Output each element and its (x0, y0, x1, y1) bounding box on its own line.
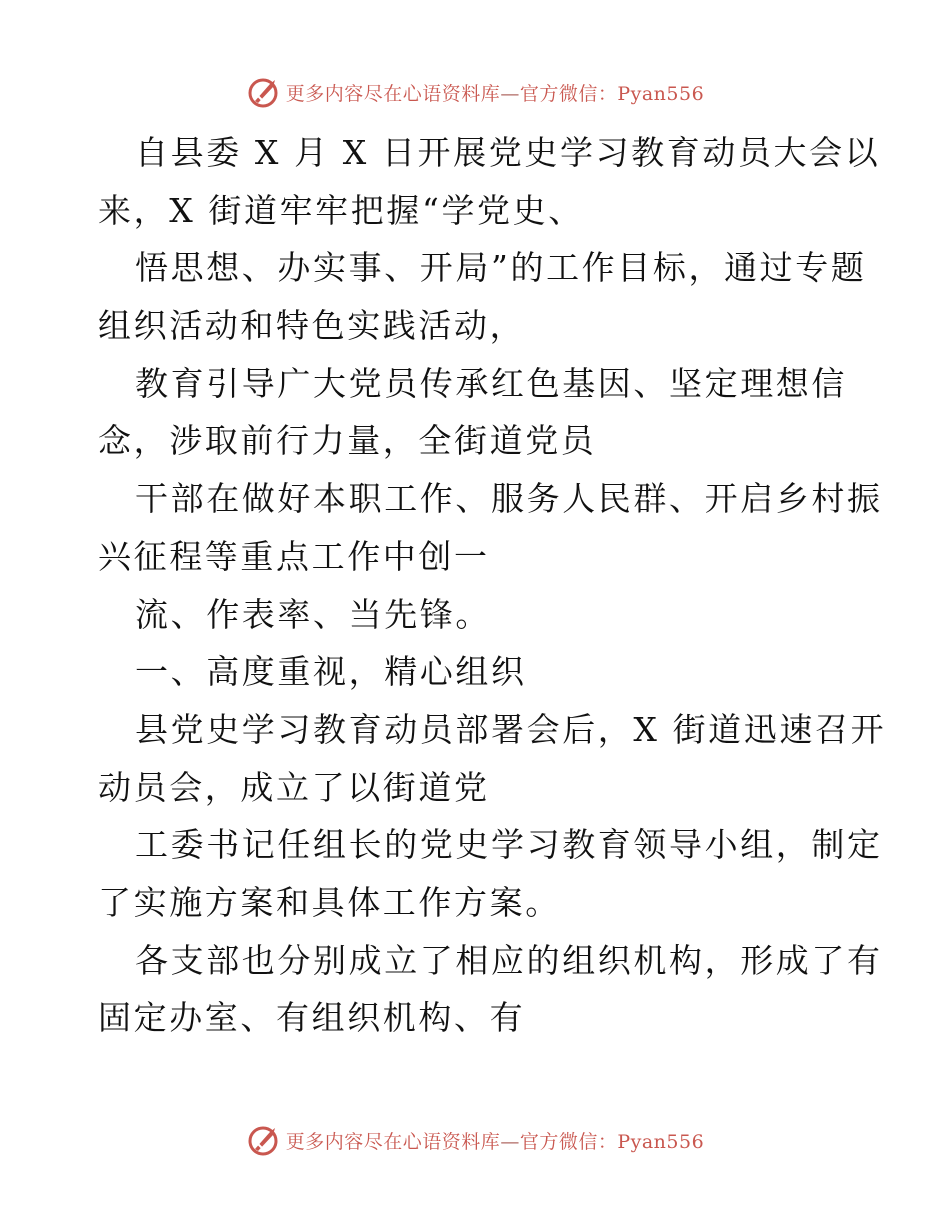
text-line: 动员会，成立了以街道党 (98, 767, 490, 807)
text-line: 了实施方案和具体工作方案。 (98, 882, 561, 922)
header-watermark (0, 72, 950, 112)
text-line: 悟思想、办实事、开局”的工作目标，通过专题 (135, 248, 867, 288)
text-line: 县党史学习教育动员部署会后，X 街道迅速召开 (135, 709, 887, 749)
text-line: 各支部也分别成立了相应的组织机构，形成了有 (135, 940, 883, 980)
text-line: 念，涉取前行力量，全街道党员 (98, 421, 597, 461)
watermark-text: 更多内容尽在心语资料库—官方微信：Pyan556 (285, 1130, 705, 1153)
document-body (98, 124, 887, 1047)
text-line: 来，X 街道牢牢把握“学党史、 (98, 190, 584, 230)
text-line: 流、作表率、当先锋。 (135, 594, 491, 634)
pen-logo-icon (246, 74, 282, 110)
text-line: 兴征程等重点工作中创一 (98, 536, 490, 576)
text-line: 自县委 X 月 X 日开展党史学习教育动员大会以 (135, 133, 881, 172)
watermark-text: 更多内容尽在心语资料库—官方微信：Pyan556 (285, 82, 705, 105)
text-line: 工委书记任组长的党史学习教育领导小组，制定 (135, 825, 883, 865)
text-line: 固定办室、有组织机构、有 (98, 998, 526, 1038)
pen-logo-icon (246, 1122, 282, 1158)
footer-watermark (0, 1120, 950, 1160)
text-line: 教育引导广大党员传承红色基因、坚定理想信 (135, 363, 847, 403)
text-line: 组织活动和特色实践活动， (98, 306, 526, 346)
section-heading: 一、高度重视，精心组织 (135, 652, 527, 692)
text-line: 干部在做好本职工作、服务人民群、开启乡村振 (135, 479, 883, 519)
